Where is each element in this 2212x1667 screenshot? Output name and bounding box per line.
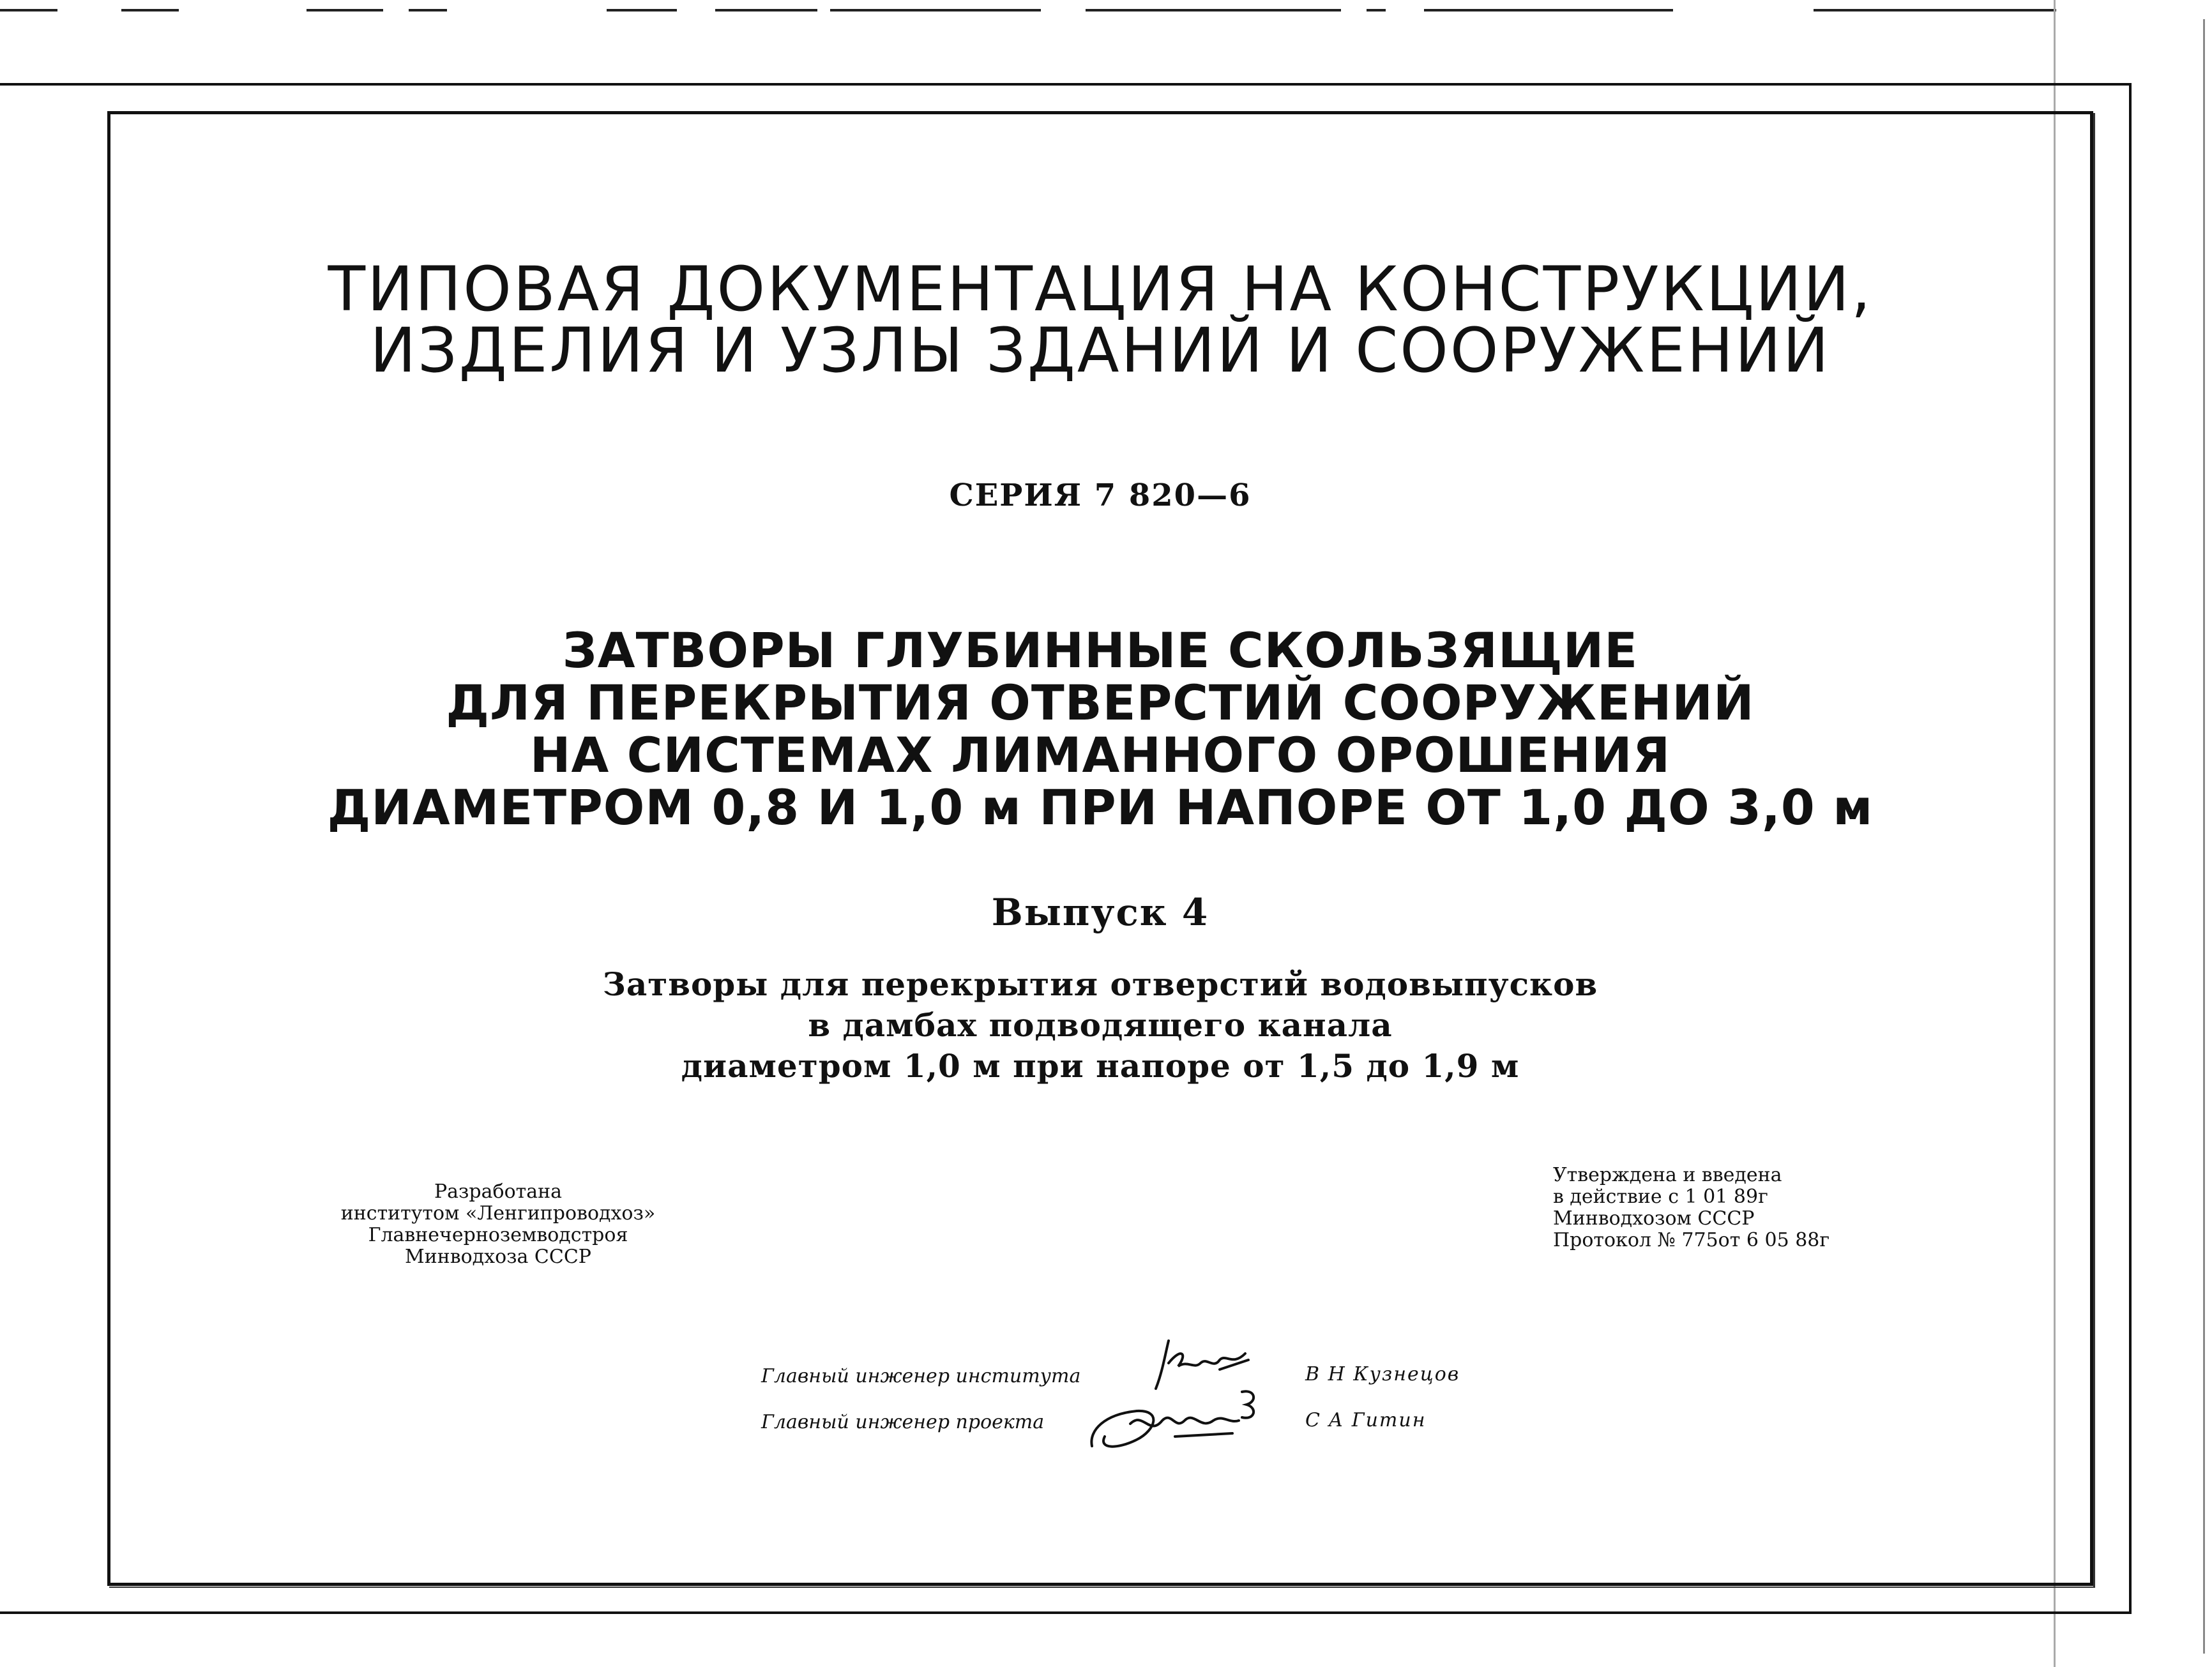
- subtitle-line-4: ДИАМЕТРОМ 0,8 И 1,0 м ПРИ НАПОРЕ ОТ 1,0 ДО 3,0 м: [327, 779, 1874, 836]
- issue-number: Выпуск 4: [991, 891, 1209, 934]
- handwritten-signature-2: [1079, 1385, 1264, 1456]
- developed-by-line-3: Главнечерноземводстроя: [368, 1224, 628, 1246]
- issue-description: [107, 964, 2093, 1087]
- issue-desc-line-2: в дамбах подводящего канала: [808, 1006, 1393, 1044]
- developed-by-line-4: Минводхоза СССР: [405, 1246, 591, 1268]
- scan-edge-marks: [0, 9, 2212, 15]
- signatory-position-2: Главный инженер проекта: [761, 1411, 1045, 1433]
- developed-by-block: [307, 1181, 690, 1268]
- title-line-2: ИЗДЕЛИЯ И УЗЛЫ ЗДАНИЙ И СООРУЖЕНИЙ: [370, 315, 1831, 386]
- series-number: СЕРИЯ 7 820—6: [949, 478, 1252, 513]
- scan-edge-line: [2203, 19, 2205, 1654]
- subtitle-line-2: ДЛЯ ПЕРЕКРЫТИЯ ОТВЕРСТИЙ СООРУЖЕНИЙ: [446, 674, 1755, 731]
- issue-desc-line-3: диаметром 1,0 м при напоре от 1,5 до 1,9 м: [681, 1047, 1520, 1085]
- signatory-name-2: С А Гитин: [1305, 1409, 1427, 1431]
- approval-line-2: в действие с 1 01 89г: [1553, 1186, 1768, 1208]
- page-title: [107, 253, 2093, 386]
- approval-line-1: Утверждена и введена: [1553, 1164, 1782, 1186]
- signatory-position-1: Главный инженер института: [761, 1365, 1081, 1387]
- document-subtitle: [107, 624, 2093, 834]
- subtitle-line-3: НА СИСТЕМАХ ЛИМАННОГО ОРОШЕНИЯ: [529, 727, 1671, 783]
- developed-by-line-2: институтом «Ленгипроводхоз»: [340, 1202, 656, 1225]
- developed-by-line-1: Разработана: [434, 1180, 562, 1203]
- approval-block: [1553, 1165, 2000, 1251]
- subtitle-line-1: ЗАТВОРЫ ГЛУБИННЫЕ СКОЛЬЗЯЩИЕ: [562, 622, 1639, 679]
- signatory-name-1: В Н Кузнецов: [1305, 1363, 1460, 1385]
- approval-line-3: Минводхозом СССР: [1553, 1207, 1755, 1230]
- issue-desc-line-1: Затворы для перекрытия отверстий водовыпусков: [602, 965, 1598, 1003]
- title-line-1: ТИПОВАЯ ДОКУМЕНТАЦИЯ НА КОНСТРУКЦИИ,: [328, 253, 1873, 325]
- approval-line-4: Протокол № 775от 6 05 88г: [1553, 1229, 1830, 1251]
